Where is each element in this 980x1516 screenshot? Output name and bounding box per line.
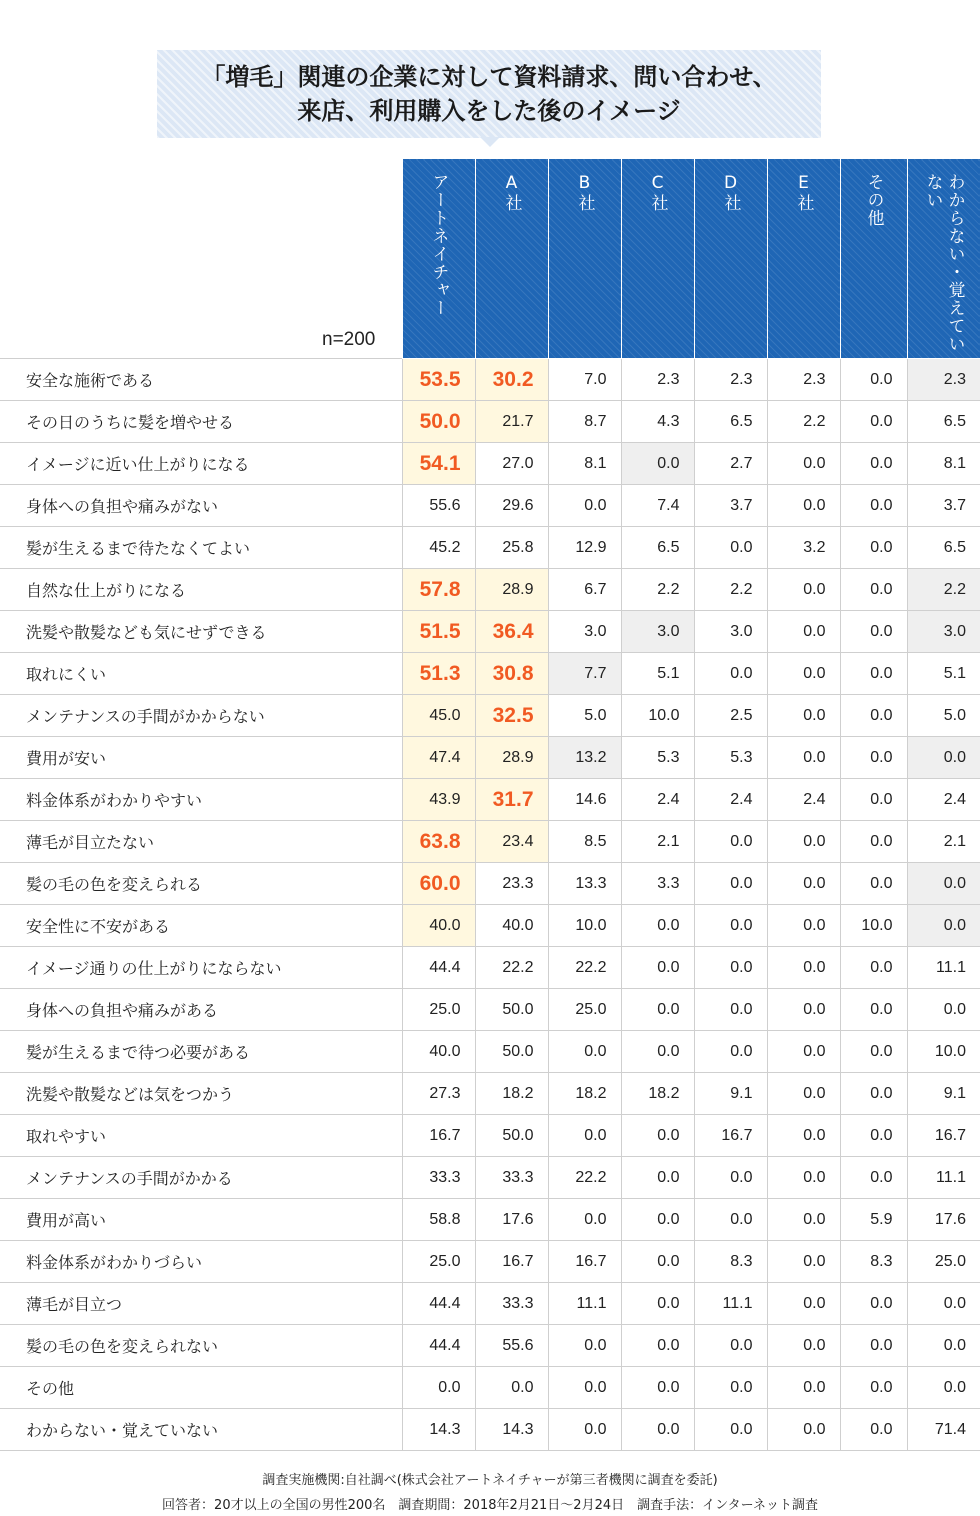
value-cell: 3.7 — [907, 485, 980, 527]
value-cell: 53.5 — [402, 359, 475, 401]
value-cell: 2.2 — [621, 569, 694, 611]
value-cell: 6.5 — [694, 401, 767, 443]
table-row — [0, 443, 980, 485]
value-cell: 31.7 — [475, 779, 548, 821]
value-cell: 23.4 — [475, 821, 548, 863]
row-label: イメージ通りの仕上がりにならない — [0, 947, 402, 989]
value-cell: 5.0 — [548, 695, 621, 737]
value-cell: 0.0 — [840, 989, 907, 1031]
column-header — [907, 159, 980, 359]
row-label: 自然な仕上がりになる — [0, 569, 402, 611]
value-cell: 0.0 — [694, 1409, 767, 1451]
table-row — [0, 1241, 980, 1283]
value-cell: 2.4 — [907, 779, 980, 821]
value-cell: 30.8 — [475, 653, 548, 695]
value-cell: 0.0 — [548, 1031, 621, 1073]
value-cell: 43.9 — [402, 779, 475, 821]
row-label: 料金体系がわかりやすい — [0, 779, 402, 821]
value-cell: 2.3 — [907, 359, 980, 401]
value-cell: 0.0 — [767, 611, 840, 653]
value-cell: 44.4 — [402, 1283, 475, 1325]
value-cell: 0.0 — [767, 1409, 840, 1451]
value-cell: 13.3 — [548, 863, 621, 905]
value-cell: 17.6 — [907, 1199, 980, 1241]
table-row — [0, 401, 980, 443]
value-cell: 16.7 — [694, 1115, 767, 1157]
value-cell: 5.9 — [840, 1199, 907, 1241]
title-banner — [157, 50, 821, 138]
value-cell: 25.0 — [402, 1241, 475, 1283]
value-cell: 0.0 — [840, 1409, 907, 1451]
value-cell: 0.0 — [840, 443, 907, 485]
table-row — [0, 947, 980, 989]
row-label: その日のうちに髪を増やせる — [0, 401, 402, 443]
table-row — [0, 737, 980, 779]
value-cell: 47.4 — [402, 737, 475, 779]
value-cell: 0.0 — [694, 1325, 767, 1367]
value-cell: 50.0 — [475, 989, 548, 1031]
table-row — [0, 1157, 980, 1199]
value-cell: 8.3 — [840, 1241, 907, 1283]
value-cell: 25.0 — [907, 1241, 980, 1283]
row-label: 髪の毛の色を変えられる — [0, 863, 402, 905]
value-cell: 2.3 — [621, 359, 694, 401]
value-cell: 5.3 — [621, 737, 694, 779]
column-header — [694, 159, 767, 359]
value-cell: 51.5 — [402, 611, 475, 653]
value-cell: 40.0 — [402, 1031, 475, 1073]
value-cell: 27.3 — [402, 1073, 475, 1115]
value-cell: 0.0 — [840, 863, 907, 905]
value-cell: 2.4 — [767, 779, 840, 821]
value-cell: 0.0 — [548, 1367, 621, 1409]
value-cell: 2.4 — [694, 779, 767, 821]
column-header-label: B社 — [574, 173, 595, 212]
value-cell: 0.0 — [840, 569, 907, 611]
sample-size-label: n=200 — [322, 329, 376, 350]
column-header-label: A社 — [501, 173, 522, 212]
row-label: 薄毛が目立たない — [0, 821, 402, 863]
value-cell: 50.0 — [475, 1031, 548, 1073]
value-cell: 0.0 — [840, 1157, 907, 1199]
value-cell: 8.5 — [548, 821, 621, 863]
table-row — [0, 1073, 980, 1115]
column-header-label: E社 — [793, 173, 814, 212]
value-cell: 50.0 — [475, 1115, 548, 1157]
value-cell: 0.0 — [840, 737, 907, 779]
value-cell: 0.0 — [767, 1283, 840, 1325]
table-row — [0, 779, 980, 821]
row-label: 費用が安い — [0, 737, 402, 779]
value-cell: 16.7 — [907, 1115, 980, 1157]
value-cell: 0.0 — [621, 443, 694, 485]
table-row — [0, 611, 980, 653]
value-cell: 51.3 — [402, 653, 475, 695]
column-header-label: わからない・覚えていない — [922, 173, 965, 353]
value-cell: 3.0 — [548, 611, 621, 653]
value-cell: 36.4 — [475, 611, 548, 653]
row-label: 安全な施術である — [0, 359, 402, 401]
value-cell: 3.0 — [694, 611, 767, 653]
value-cell: 0.0 — [548, 1115, 621, 1157]
table-row — [0, 905, 980, 947]
value-cell: 2.7 — [694, 443, 767, 485]
value-cell: 25.0 — [548, 989, 621, 1031]
column-header — [548, 159, 621, 359]
table-row — [0, 1115, 980, 1157]
value-cell: 0.0 — [840, 1325, 907, 1367]
value-cell: 45.2 — [402, 527, 475, 569]
value-cell: 0.0 — [767, 947, 840, 989]
row-label: 安全性に不安がある — [0, 905, 402, 947]
row-label: 髪の毛の色を変えられない — [0, 1325, 402, 1367]
table-row — [0, 485, 980, 527]
value-cell: 0.0 — [767, 905, 840, 947]
value-cell: 22.2 — [548, 1157, 621, 1199]
value-cell: 3.7 — [694, 485, 767, 527]
value-cell: 0.0 — [840, 821, 907, 863]
column-header — [840, 159, 907, 359]
value-cell: 27.0 — [475, 443, 548, 485]
value-cell: 0.0 — [694, 527, 767, 569]
value-cell: 0.0 — [840, 527, 907, 569]
row-label: 洗髪や散髪なども気にせずできる — [0, 611, 402, 653]
value-cell: 0.0 — [767, 485, 840, 527]
value-cell: 0.0 — [907, 989, 980, 1031]
value-cell: 33.3 — [475, 1283, 548, 1325]
value-cell: 18.2 — [548, 1073, 621, 1115]
value-cell: 2.2 — [694, 569, 767, 611]
value-cell: 0.0 — [767, 1367, 840, 1409]
value-cell: 22.2 — [475, 947, 548, 989]
column-header — [621, 159, 694, 359]
value-cell: 0.0 — [767, 1241, 840, 1283]
value-cell: 7.4 — [621, 485, 694, 527]
value-cell: 2.5 — [694, 695, 767, 737]
value-cell: 2.3 — [767, 359, 840, 401]
value-cell: 0.0 — [621, 989, 694, 1031]
value-cell: 0.0 — [694, 989, 767, 1031]
value-cell: 2.2 — [767, 401, 840, 443]
value-cell: 0.0 — [840, 695, 907, 737]
footer-survey-details: 回答者：20才以上の全国の男性200名 調査期間：2018年2月21日〜2月24日 調査手法：インターネット調査 — [162, 1498, 818, 1513]
column-header-label: C社 — [647, 173, 668, 212]
row-label: 髪が生えるまで待たなくてよい — [0, 527, 402, 569]
value-cell: 6.5 — [907, 401, 980, 443]
value-cell: 0.0 — [548, 1325, 621, 1367]
column-header — [402, 159, 475, 359]
table-row — [0, 1199, 980, 1241]
value-cell: 0.0 — [907, 1367, 980, 1409]
row-label: 取れやすい — [0, 1115, 402, 1157]
footer-survey-org: 調査実施機関:自社調べ(株式会社アートネイチャーが第三者機関に調査を委託) — [262, 1473, 718, 1488]
table-row — [0, 1325, 980, 1367]
value-cell: 0.0 — [840, 779, 907, 821]
value-cell: 23.3 — [475, 863, 548, 905]
value-cell: 0.0 — [621, 947, 694, 989]
value-cell: 7.0 — [548, 359, 621, 401]
row-label: わからない・覚えていない — [0, 1409, 402, 1451]
table-body — [0, 359, 980, 1451]
table-row — [0, 1031, 980, 1073]
value-cell: 8.7 — [548, 401, 621, 443]
value-cell: 21.7 — [475, 401, 548, 443]
value-cell: 0.0 — [840, 359, 907, 401]
column-header-label: アートネイチャー — [428, 173, 449, 317]
value-cell: 8.3 — [694, 1241, 767, 1283]
value-cell: 0.0 — [694, 821, 767, 863]
value-cell: 44.4 — [402, 1325, 475, 1367]
value-cell: 18.2 — [475, 1073, 548, 1115]
value-cell: 71.4 — [907, 1409, 980, 1451]
value-cell: 10.0 — [548, 905, 621, 947]
value-cell: 0.0 — [694, 1199, 767, 1241]
value-cell: 58.8 — [402, 1199, 475, 1241]
value-cell: 18.2 — [621, 1073, 694, 1115]
value-cell: 0.0 — [621, 1031, 694, 1073]
value-cell: 0.0 — [767, 443, 840, 485]
value-cell: 0.0 — [840, 1031, 907, 1073]
value-cell: 5.1 — [621, 653, 694, 695]
table-row — [0, 695, 980, 737]
value-cell: 0.0 — [840, 1283, 907, 1325]
value-cell: 57.8 — [402, 569, 475, 611]
row-label: 身体への負担や痛みがある — [0, 989, 402, 1031]
value-cell: 8.1 — [907, 443, 980, 485]
value-cell: 40.0 — [475, 905, 548, 947]
column-header — [475, 159, 548, 359]
row-label: 料金体系がわかりづらい — [0, 1241, 402, 1283]
value-cell: 10.0 — [621, 695, 694, 737]
value-cell: 16.7 — [402, 1115, 475, 1157]
value-cell: 40.0 — [402, 905, 475, 947]
value-cell: 25.8 — [475, 527, 548, 569]
value-cell: 0.0 — [694, 947, 767, 989]
value-cell: 0.0 — [694, 863, 767, 905]
value-cell: 0.0 — [621, 1241, 694, 1283]
value-cell: 2.3 — [694, 359, 767, 401]
value-cell: 0.0 — [907, 905, 980, 947]
value-cell: 0.0 — [402, 1367, 475, 1409]
value-cell: 0.0 — [621, 1115, 694, 1157]
title-line-1: 「増毛」関連の企業に対して資料請求、問い合わせ、 — [201, 62, 777, 91]
value-cell: 25.0 — [402, 989, 475, 1031]
value-cell: 33.3 — [402, 1157, 475, 1199]
value-cell: 0.0 — [767, 1115, 840, 1157]
value-cell: 0.0 — [621, 1409, 694, 1451]
value-cell: 55.6 — [475, 1325, 548, 1367]
value-cell: 0.0 — [767, 1157, 840, 1199]
value-cell: 0.0 — [548, 1199, 621, 1241]
value-cell: 0.0 — [840, 485, 907, 527]
value-cell: 0.0 — [694, 1367, 767, 1409]
value-cell: 2.2 — [907, 569, 980, 611]
value-cell: 0.0 — [767, 1325, 840, 1367]
value-cell: 14.3 — [402, 1409, 475, 1451]
value-cell: 14.6 — [548, 779, 621, 821]
row-label: 身体への負担や痛みがない — [0, 485, 402, 527]
value-cell: 0.0 — [767, 821, 840, 863]
value-cell: 0.0 — [767, 1199, 840, 1241]
column-header-label: D社 — [720, 173, 741, 212]
column-header-label: その他 — [863, 173, 884, 227]
value-cell: 13.2 — [548, 737, 621, 779]
value-cell: 0.0 — [907, 1325, 980, 1367]
value-cell: 0.0 — [767, 569, 840, 611]
table-row — [0, 821, 980, 863]
value-cell: 0.0 — [767, 989, 840, 1031]
column-header — [767, 159, 840, 359]
value-cell: 0.0 — [907, 1283, 980, 1325]
value-cell: 11.1 — [907, 1157, 980, 1199]
row-label: 費用が高い — [0, 1199, 402, 1241]
value-cell: 5.0 — [907, 695, 980, 737]
table-row — [0, 527, 980, 569]
value-cell: 10.0 — [840, 905, 907, 947]
value-cell: 0.0 — [767, 695, 840, 737]
value-cell: 16.7 — [475, 1241, 548, 1283]
value-cell: 0.0 — [548, 485, 621, 527]
value-cell: 32.5 — [475, 695, 548, 737]
table-row — [0, 863, 980, 905]
value-cell: 0.0 — [840, 1115, 907, 1157]
value-cell: 0.0 — [694, 1157, 767, 1199]
value-cell: 14.3 — [475, 1409, 548, 1451]
value-cell: 17.6 — [475, 1199, 548, 1241]
title-pointer — [480, 137, 500, 147]
value-cell: 11.1 — [548, 1283, 621, 1325]
value-cell: 44.4 — [402, 947, 475, 989]
table-row — [0, 569, 980, 611]
value-cell: 0.0 — [621, 1283, 694, 1325]
value-cell: 22.2 — [548, 947, 621, 989]
value-cell: 3.0 — [907, 611, 980, 653]
value-cell: 16.7 — [548, 1241, 621, 1283]
value-cell: 0.0 — [694, 1031, 767, 1073]
value-cell: 60.0 — [402, 863, 475, 905]
value-cell: 0.0 — [840, 653, 907, 695]
value-cell: 29.6 — [475, 485, 548, 527]
results-table — [0, 158, 980, 1451]
value-cell: 5.1 — [907, 653, 980, 695]
title-line-2: 来店、利用購入をした後のイメージ — [297, 96, 681, 125]
value-cell: 10.0 — [907, 1031, 980, 1073]
row-label: イメージに近い仕上がりになる — [0, 443, 402, 485]
value-cell: 0.0 — [621, 1157, 694, 1199]
value-cell: 45.0 — [402, 695, 475, 737]
row-label: メンテナンスの手間がかからない — [0, 695, 402, 737]
value-cell: 2.1 — [907, 821, 980, 863]
value-cell: 0.0 — [840, 1073, 907, 1115]
value-cell: 12.9 — [548, 527, 621, 569]
row-label: 取れにくい — [0, 653, 402, 695]
value-cell: 0.0 — [767, 653, 840, 695]
value-cell: 0.0 — [621, 905, 694, 947]
value-cell: 9.1 — [907, 1073, 980, 1115]
value-cell: 6.5 — [621, 527, 694, 569]
value-cell: 5.3 — [694, 737, 767, 779]
value-cell: 28.9 — [475, 569, 548, 611]
value-cell: 30.2 — [475, 359, 548, 401]
value-cell: 0.0 — [840, 401, 907, 443]
value-cell: 0.0 — [621, 1367, 694, 1409]
value-cell: 2.4 — [621, 779, 694, 821]
value-cell: 11.1 — [907, 947, 980, 989]
table-row — [0, 1409, 980, 1451]
value-cell: 9.1 — [694, 1073, 767, 1115]
value-cell: 6.5 — [907, 527, 980, 569]
value-cell: 8.1 — [548, 443, 621, 485]
value-cell: 2.1 — [621, 821, 694, 863]
row-label: 髪が生えるまで待つ必要がある — [0, 1031, 402, 1073]
value-cell: 0.0 — [767, 863, 840, 905]
value-cell: 0.0 — [840, 947, 907, 989]
value-cell: 0.0 — [767, 1073, 840, 1115]
value-cell: 11.1 — [694, 1283, 767, 1325]
value-cell: 55.6 — [402, 485, 475, 527]
value-cell: 3.0 — [621, 611, 694, 653]
value-cell: 4.3 — [621, 401, 694, 443]
value-cell: 0.0 — [694, 905, 767, 947]
table-row — [0, 653, 980, 695]
table-row — [0, 1367, 980, 1409]
value-cell: 7.7 — [548, 653, 621, 695]
value-cell: 0.0 — [621, 1325, 694, 1367]
value-cell: 50.0 — [402, 401, 475, 443]
row-label: 洗髪や散髪などは気をつかう — [0, 1073, 402, 1115]
row-label: その他 — [0, 1367, 402, 1409]
value-cell: 0.0 — [767, 737, 840, 779]
value-cell: 33.3 — [475, 1157, 548, 1199]
value-cell: 0.0 — [475, 1367, 548, 1409]
table-row — [0, 359, 980, 401]
table-row — [0, 989, 980, 1031]
row-label: メンテナンスの手間がかかる — [0, 1157, 402, 1199]
value-cell: 6.7 — [548, 569, 621, 611]
value-cell: 3.2 — [767, 527, 840, 569]
value-cell: 0.0 — [621, 1199, 694, 1241]
table-row — [0, 1283, 980, 1325]
value-cell: 0.0 — [840, 611, 907, 653]
value-cell: 0.0 — [767, 1031, 840, 1073]
value-cell: 0.0 — [907, 737, 980, 779]
header-row — [0, 159, 980, 359]
value-cell: 0.0 — [694, 653, 767, 695]
value-cell: 0.0 — [907, 863, 980, 905]
value-cell: 0.0 — [840, 1367, 907, 1409]
value-cell: 63.8 — [402, 821, 475, 863]
value-cell: 0.0 — [548, 1409, 621, 1451]
value-cell: 3.3 — [621, 863, 694, 905]
value-cell: 54.1 — [402, 443, 475, 485]
value-cell: 28.9 — [475, 737, 548, 779]
row-label: 薄毛が目立つ — [0, 1283, 402, 1325]
